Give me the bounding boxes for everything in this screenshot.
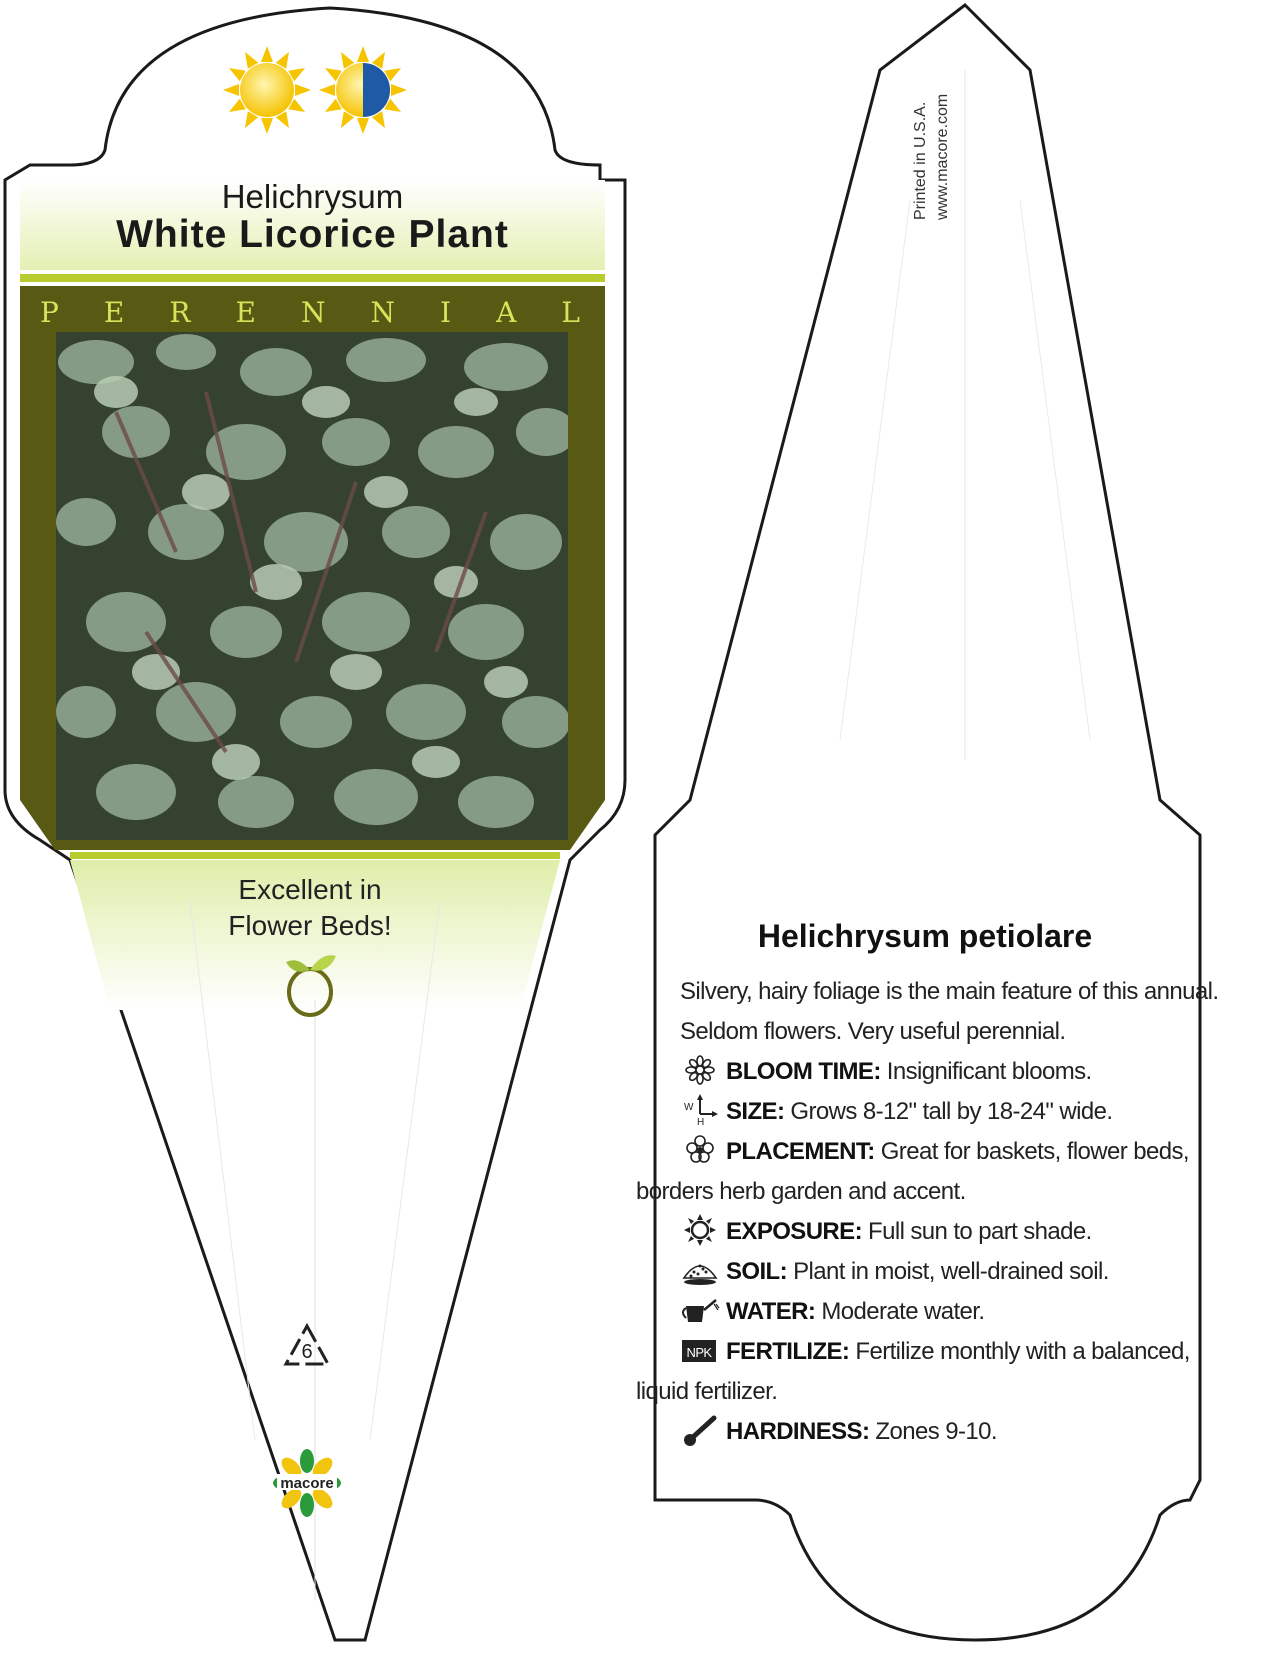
detail-fertilize <box>680 1332 1240 1372</box>
detail-exposure <box>680 1212 1240 1252</box>
detail-label: PLACEMENT: <box>726 1138 875 1165</box>
plant-common-name: White Licorice Plant <box>116 213 509 256</box>
svg-text:H: H <box>697 1117 704 1126</box>
recycle-icon <box>280 1322 334 1370</box>
tagline <box>130 872 490 944</box>
flower-icon <box>680 1054 720 1086</box>
detail-label: EXPOSURE: <box>726 1218 862 1245</box>
seed-icon <box>280 948 340 1018</box>
intro-line: Seldom flowers. Very useful perennial. <box>680 1018 1066 1045</box>
category-label <box>40 296 580 329</box>
detail-text: Insignificant blooms. <box>880 1058 1092 1085</box>
category-letter: N <box>370 296 395 329</box>
category-letter: N <box>300 296 326 329</box>
botanical-name: Helichrysum petiolare <box>757 918 1093 954</box>
detail-placement <box>680 1132 1240 1172</box>
website-line: www.macore.com <box>934 93 951 220</box>
detail-label: SOIL: <box>726 1258 787 1285</box>
detail-text: Great for baskets, flower beds, <box>874 1138 1189 1165</box>
detail-continuation: liquid fertilizer. <box>636 1378 778 1405</box>
detail-water <box>680 1292 1240 1332</box>
detail-text: Moderate water. <box>815 1298 985 1325</box>
sun-icon <box>680 1214 720 1246</box>
watering-can-icon <box>680 1294 720 1326</box>
detail-label: SIZE: <box>726 1098 785 1125</box>
detail-label: FERTILIZE: <box>726 1338 850 1365</box>
detail-continuation: borders herb garden and accent. <box>636 1178 966 1205</box>
category-letter: P <box>40 296 59 329</box>
thermometer-icon <box>680 1414 720 1446</box>
detail-size <box>680 1092 1240 1132</box>
detail-label: HARDINESS: <box>726 1418 870 1445</box>
detail-label: WATER: <box>726 1298 816 1325</box>
full-sun-icon <box>222 45 312 135</box>
svg-text:NPK: NPK <box>686 1345 712 1360</box>
detail-text: Full sun to part shade. <box>861 1218 1092 1245</box>
category-letter: I <box>440 296 452 329</box>
detail-hardiness <box>680 1412 1240 1452</box>
category-letter: A <box>496 296 517 329</box>
printed-in-label <box>905 50 985 230</box>
soil-icon <box>680 1254 720 1286</box>
part-shade-icon <box>318 45 408 135</box>
plant-photo <box>56 332 568 840</box>
brand-name: macore <box>280 1475 334 1492</box>
category-letter: L <box>561 296 580 329</box>
plant-details <box>636 972 1240 1452</box>
macore-logo <box>272 1448 342 1518</box>
intro-line: Silvery, hairy foliage is the main feature of this annual. <box>680 978 1219 1005</box>
detail-bloom-time <box>680 1052 1240 1092</box>
detail-text: Zones 9-10. <box>869 1418 997 1445</box>
detail-soil <box>680 1252 1240 1292</box>
svg-text:W: W <box>684 1102 693 1113</box>
category-letter: E <box>235 296 256 329</box>
detail-text: Fertilize monthly with a balanced, <box>849 1338 1190 1365</box>
detail-text: Grows 8-12" tall by 18-24" wide. <box>784 1098 1113 1125</box>
tagline-line: Excellent in <box>238 874 382 905</box>
tagline-line: Flower Beds! <box>228 910 392 941</box>
category-letter: R <box>169 296 191 329</box>
placement-icon <box>680 1134 720 1166</box>
detail-text: Plant in moist, well-drained soil. <box>787 1258 1109 1285</box>
size-icon <box>680 1094 720 1126</box>
recycle-number: 6 <box>301 1341 313 1363</box>
detail-label: BLOOM TIME: <box>726 1058 881 1085</box>
category-letter: E <box>103 296 125 329</box>
npk-icon <box>680 1334 720 1366</box>
plant-genus: Helichrysum <box>221 178 404 215</box>
printed-line: Printed in U.S.A. <box>912 101 929 220</box>
